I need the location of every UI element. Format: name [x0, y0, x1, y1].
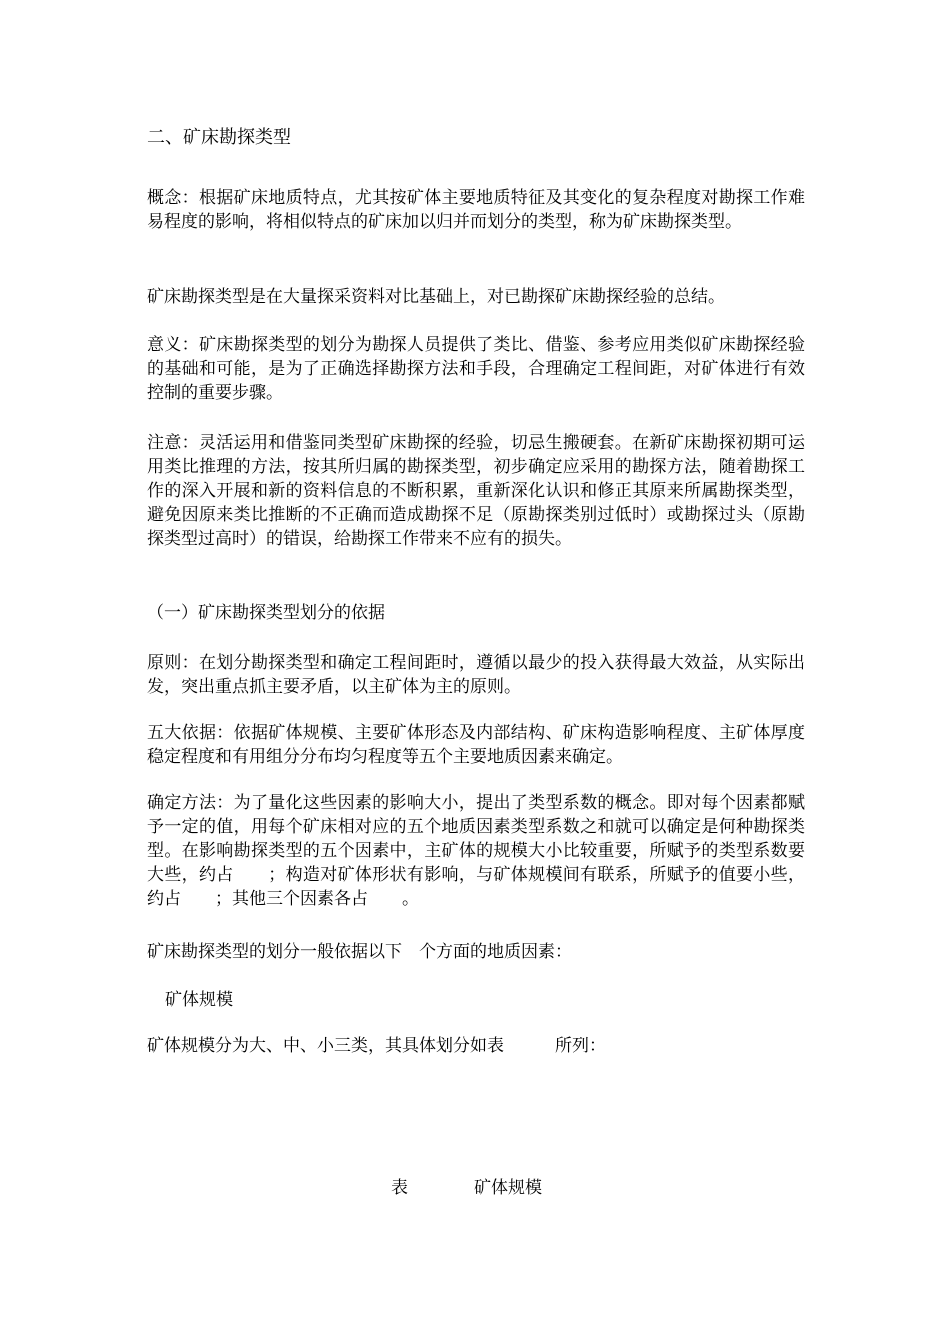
- paragraph-meaning: 意义：矿床勘探类型的划分为勘探人员提供了类比、借鉴、参考应用类似矿床勘探经验的基础和可能，是为了正确选择勘探方法和手段，合理确定工程间距，对矿体进行有效控制的重要步骤。: [147, 335, 805, 403]
- paragraph-basis: 五大依据：依据矿体规模、主要矿体形态及内部结构、矿床构造影响程度、主矿体厚度稳定程度和有用组分分布均匀程度等五个主要地质因素来确定。: [147, 723, 805, 767]
- paragraph-summary: 矿床勘探类型是在大量探采资料对比基础上，对已勘探矿床勘探经验的总结。: [147, 287, 725, 307]
- paragraph-factors: 矿床勘探类型的划分一般依据以下 个方面的地质因素：: [147, 942, 572, 962]
- table-caption-label: 表: [391, 1178, 408, 1198]
- paragraph-note: 注意：灵活运用和借鉴同类型矿床勘探的经验，切忌生搬硬套。在新矿床勘探初期可运用类比推理的方法，按其所归属的勘探类型，初步确定应采用的勘探方法，随着勘探工作的深入开展和新的资料信息的不断积累，重新深化认识和修正其原来所属勘探类型，避免因原来类比推断的不正确而造成勘探不足（原勘探类别过低时）或勘探过头（原勘探类型过高时）的错误，给勘探工作带来不应有的损失。: [147, 433, 805, 549]
- list-item-scale: 矿体规模: [165, 990, 233, 1010]
- table-caption-title: 矿体规模: [474, 1178, 542, 1198]
- paragraph-method: 确定方法：为了量化这些因素的影响大小，提出了类型系数的概念。即对每个因素都赋予一定的值，用每个矿床相对应的五个地质因素类型系数之和就可以确定是何种勘探类型。在影响勘探类型的五个因素中，主矿体的规模大小比较重要，所赋予的类型系数要大些，约占 ；构造对矿体形状有影响，与矿体规模间有联系，所赋予的值要小些，约占 ；其他三个因素各占 。: [147, 793, 805, 909]
- paragraph-concept: 概念：根据矿床地质特点，尤其按矿体主要地质特征及其变化的复杂程度对勘探工作难易程度的影响，将相似特点的矿床加以归并而划分的类型，称为矿床勘探类型。: [147, 188, 805, 232]
- paragraph-principle: 原则：在划分勘探类型和确定工程间距时，遵循以最少的投入获得最大效益，从实际出发，突出重点抓主要矛盾，以主矿体为主的原则。: [147, 653, 805, 697]
- subsection-heading: （一）矿床勘探类型划分的依据: [147, 603, 385, 623]
- section-heading: 二、矿床勘探类型: [147, 127, 291, 148]
- paragraph-scale: 矿体规模分为大、中、小三类，其具体划分如表 所列：: [147, 1036, 606, 1056]
